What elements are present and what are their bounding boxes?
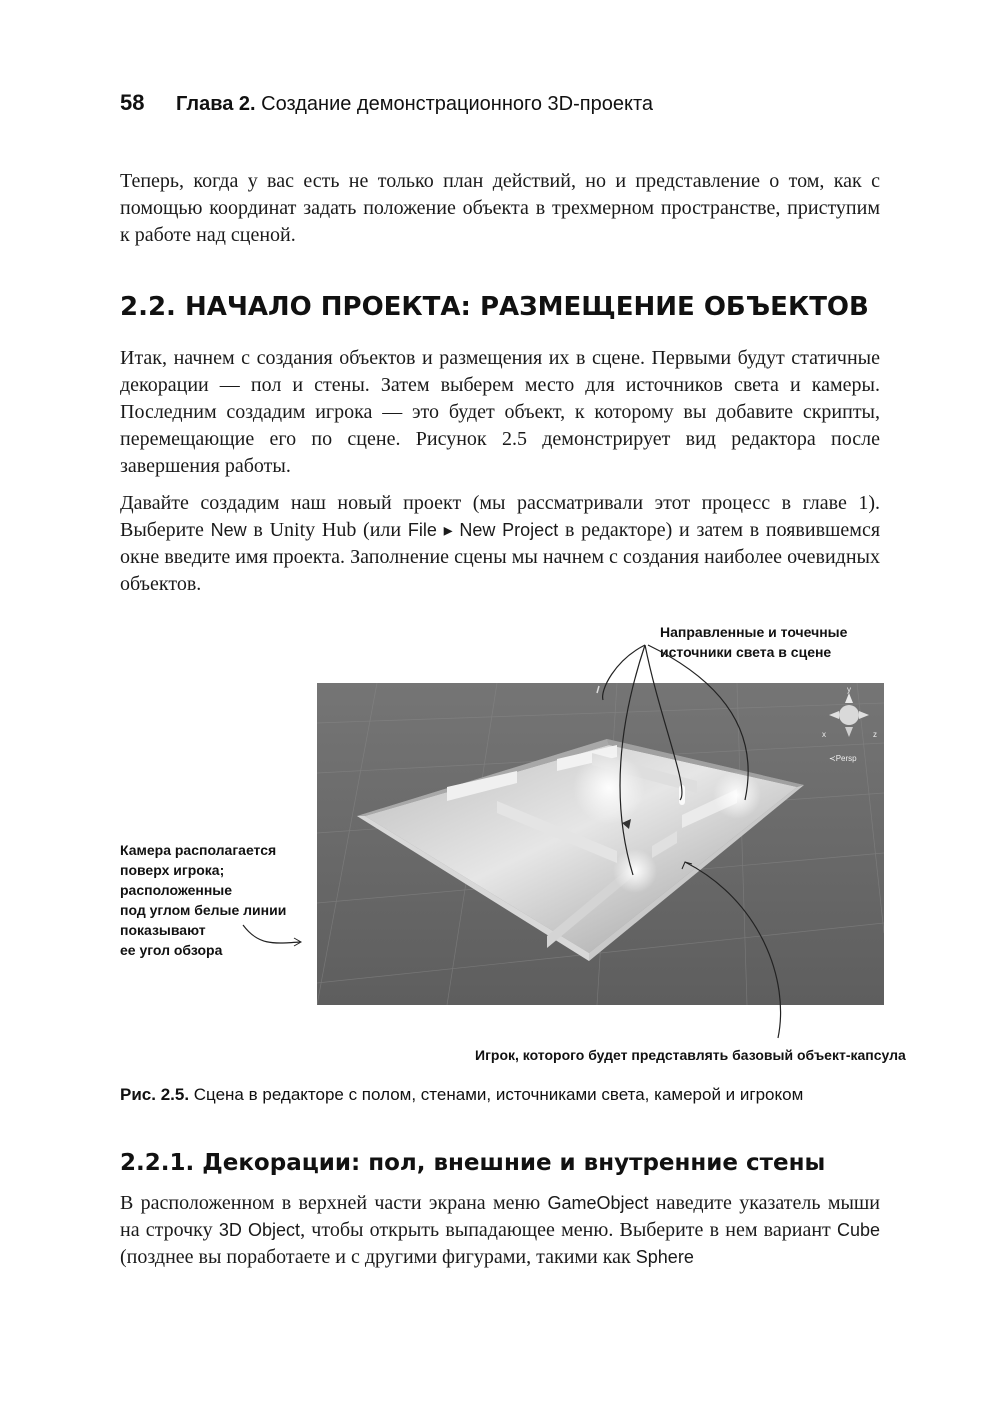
player-capsule [679,785,685,805]
text-span: в редакторе) и затем в появившемся окне введите имя проекта. Заполнение сцены мы начнем с создания наиболее очевидных объектов. [120,519,881,595]
scene-editor-screenshot [317,683,884,1005]
running-header [120,90,890,116]
point-light-glow [613,849,657,893]
paragraph-decorations [120,1190,880,1271]
callout-line: поверх игрока; [120,862,225,878]
chapter-title: Создание демонстрационного 3D-проекта [261,93,654,115]
page-number: 58 [120,90,145,115]
arrow-head [294,938,301,946]
callout-line: показывают [120,922,206,938]
code-sphere: Sphere [635,1247,694,1267]
persp-label: ≺Persp [829,754,857,763]
text-span: наведите указатель мыши на строчку [120,1192,881,1241]
callout-line: под углом белые линии [120,902,287,918]
gizmo-x-label: x [822,730,826,739]
paragraph-objects: Итак, начнем с создания объектов и размещения их в сцене. Первыми будут статичные декорации — пол и стены. Затем выберем место для источников света и камеры. Последним создадим игрока — это будет объект, к которому вы добавите скрипты, перемещающие его по сцене. Рисунок 2.5 демонстрирует вид редактора после завершения работы. [120,347,880,477]
callout-line: ее угол обзора [120,942,223,958]
callout-camera [120,840,286,960]
section-heading: 2.2. НАЧАЛО ПРОЕКТА: РАЗМЕЩЕНИЕ ОБЪЕКТОВ [120,292,869,322]
figure-caption [120,1085,890,1105]
text-span: Давайте создадим наш новый проект (мы рассматривали этот процесс в главе 1). Выберите [120,492,880,541]
point-light-glow [713,771,761,819]
gizmo-z-label: z [873,730,877,739]
gizmo-y-label: y [847,685,851,694]
callout-player: Игрок, которого будет представлять базовый объект-капсула [475,1047,906,1063]
code-file: File [407,520,437,540]
text-span: , чтобы открыть выпадающее меню. Выберите в нем вариант [300,1219,837,1241]
code-cube: Cube [836,1220,880,1240]
code-gameobject: GameObject [547,1193,649,1213]
callout-line: расположенные [120,882,233,898]
code-new: New [210,520,247,540]
caption-text: Сцена в редакторе с полом, стенами, источниками света, камерой и игроком [189,1085,804,1104]
point-light-glow [573,752,645,824]
text-span: в Unity Hub (или [246,519,408,541]
callout-line: Камера располагается [120,842,277,858]
callout-line: источники света в сцене [660,644,832,660]
subsection-heading: 2.2.1. Декорации: пол, внешние и внутренние стены [120,1150,826,1176]
code-3d-object: 3D Object [218,1220,301,1240]
text-span: В расположенном в верхней части экрана меню [120,1192,548,1214]
chapter-label: Глава 2. [176,93,256,115]
menu-arrow-icon: ▸ [443,520,453,540]
paragraph-new-project [120,490,880,598]
callout-line: Направленные и точечные [660,624,848,640]
intro-paragraph: Теперь, когда у вас есть не только план действий, но и представление о том, как с помощью координат задать положение объекта в трехмерном пространстве, приступим к работе над сценой. [120,170,880,246]
text-span: (позднее вы поработаете и с другими фигурами, такими как [120,1246,636,1268]
caption-label: Рис. 2.5. [120,1085,190,1104]
callout-lights [660,622,847,662]
code-new-project: New Project [459,520,559,540]
